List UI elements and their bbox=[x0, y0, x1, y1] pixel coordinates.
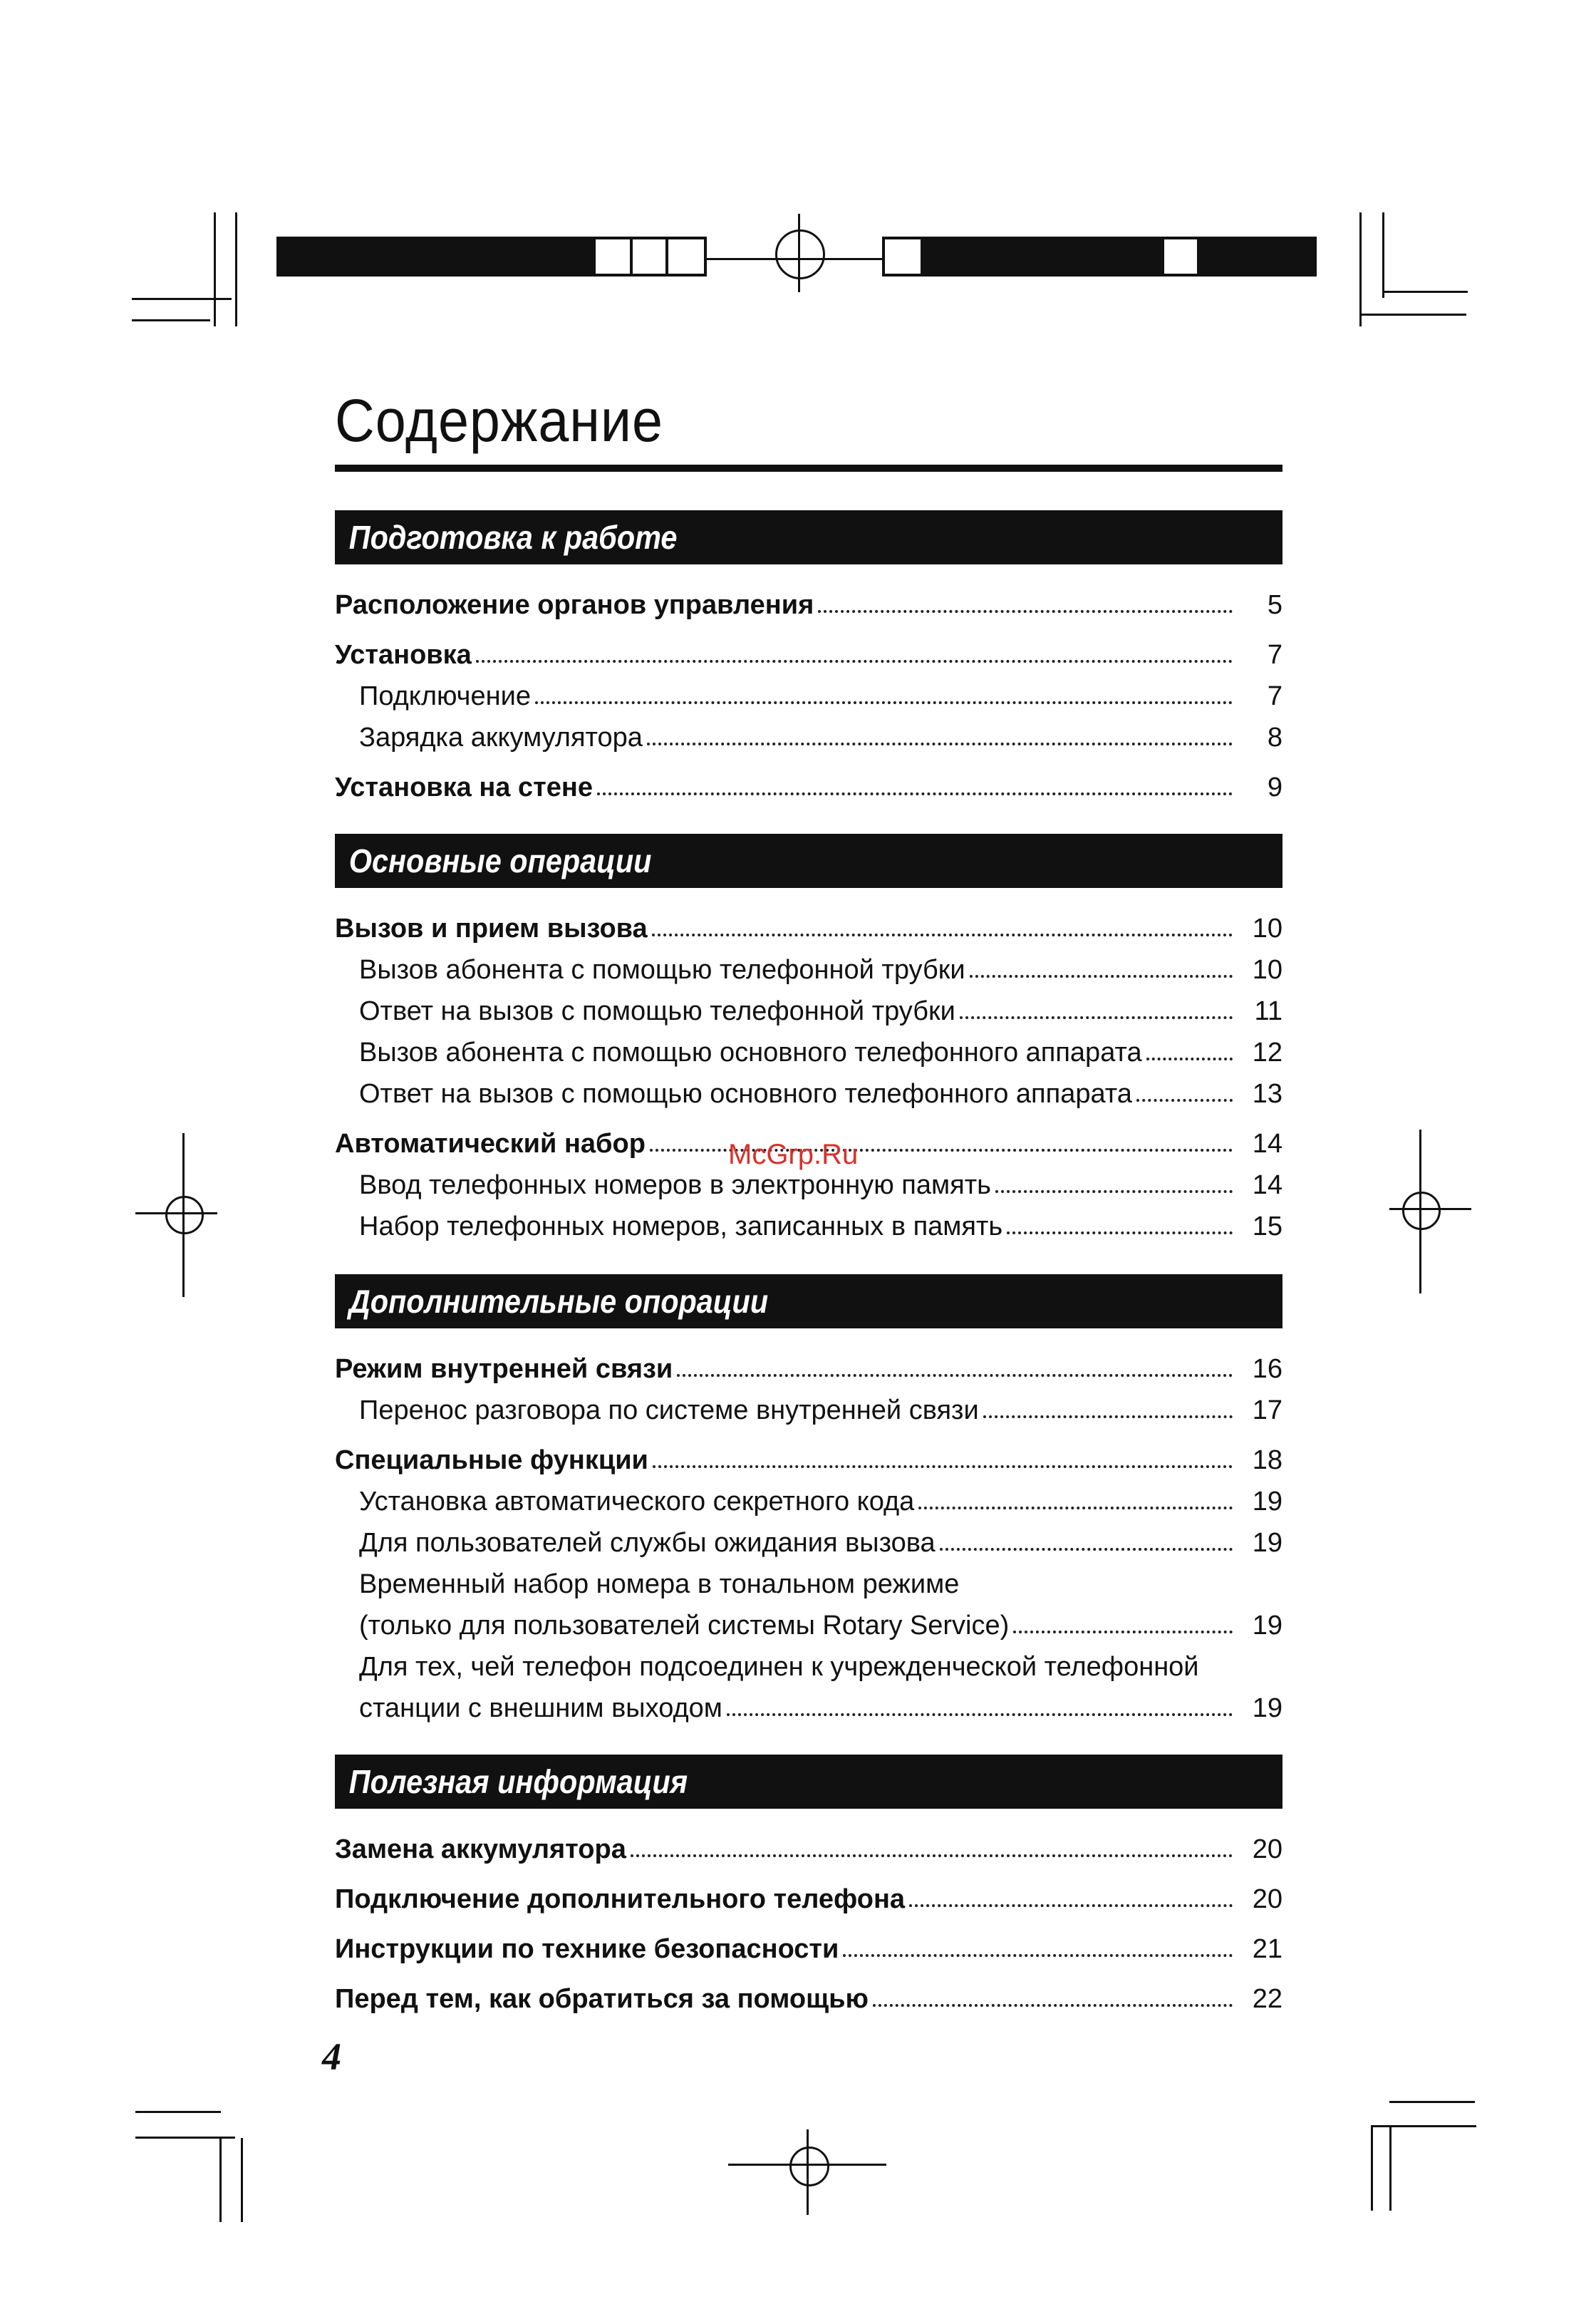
dot-leader bbox=[647, 743, 1233, 745]
dot-leader bbox=[1013, 1631, 1233, 1633]
toc-entry-page: 14 bbox=[1252, 1170, 1282, 1200]
toc-entry-page: 19 bbox=[1252, 1611, 1282, 1641]
toc-entry-text: Режим внутренней связи bbox=[335, 1354, 673, 1384]
toc-entry-page: 22 bbox=[1252, 1984, 1282, 2014]
toc-entry-text: Установка bbox=[335, 640, 472, 670]
toc-entry-text: Установка на стене bbox=[335, 773, 593, 802]
dot-leader bbox=[476, 660, 1233, 663]
toc-entry-page: 16 bbox=[1252, 1354, 1282, 1384]
toc-entry-page: 19 bbox=[1252, 1528, 1282, 1558]
section-heading-bar bbox=[335, 1755, 1282, 1809]
dot-leader bbox=[960, 1016, 1233, 1019]
toc-entry-text: Временный набор номера в тональном режиме bbox=[359, 1569, 960, 1599]
toc-entry-text: Ответ на вызов с помощью телефонной трубки bbox=[359, 996, 955, 1026]
dot-leader bbox=[918, 1507, 1233, 1509]
toc-entry-text: Расположение органов управления bbox=[335, 590, 814, 620]
color-bar-right bbox=[882, 237, 1317, 277]
crosshair-icon bbox=[1402, 1192, 1441, 1230]
dot-leader bbox=[909, 1904, 1233, 1907]
dot-leader bbox=[995, 1190, 1233, 1193]
toc-entry[interactable] bbox=[335, 1515, 1282, 1556]
toc-section-useful-information bbox=[335, 1755, 1282, 2013]
toc-entry-text: Подключение bbox=[359, 681, 531, 711]
toc-entry-page: 7 bbox=[1267, 640, 1282, 670]
toc-entry[interactable] bbox=[335, 760, 1282, 801]
toc-entry[interactable] bbox=[335, 1639, 1282, 1680]
crosshair-icon bbox=[165, 1196, 204, 1234]
toc-entry-text: Ответ на вызов с помощью основного телефонного аппарата bbox=[359, 1079, 1132, 1109]
dot-leader bbox=[631, 1854, 1233, 1857]
dot-leader bbox=[818, 610, 1233, 613]
dot-leader bbox=[652, 934, 1233, 936]
toc-entry-page: 5 bbox=[1267, 590, 1282, 620]
dot-leader bbox=[727, 1713, 1233, 1716]
dot-leader bbox=[1136, 1099, 1233, 1102]
dot-leader bbox=[873, 2004, 1233, 2007]
toc-entry-page: 19 bbox=[1252, 1487, 1282, 1517]
toc-entry[interactable] bbox=[335, 1432, 1282, 1474]
dot-leader bbox=[677, 1374, 1233, 1377]
dot-leader bbox=[940, 1548, 1233, 1551]
title-divider bbox=[335, 465, 1282, 472]
color-bar-cell bbox=[1161, 237, 1200, 277]
toc-entry-page: 20 bbox=[1252, 1834, 1282, 1864]
toc-entry-page: 14 bbox=[1252, 1129, 1282, 1159]
toc-entry-text: станции с внешним выходом bbox=[359, 1693, 722, 1723]
toc-entry-text: Замена аккумулятора bbox=[335, 1834, 626, 1864]
dot-leader bbox=[597, 792, 1233, 795]
toc-entry[interactable] bbox=[335, 710, 1282, 751]
page-title: Содержание bbox=[335, 387, 663, 454]
toc-section-preparation bbox=[335, 510, 1282, 801]
section-heading: Полезная информация bbox=[348, 1763, 688, 1800]
toc-entry[interactable] bbox=[335, 1822, 1282, 1863]
toc-entry[interactable] bbox=[335, 1680, 1282, 1722]
color-bar-cell bbox=[882, 237, 923, 277]
color-bar-cell bbox=[630, 237, 668, 277]
toc-entry-page: 7 bbox=[1267, 681, 1282, 711]
toc-entry-text: Ввод телефонных номеров в электронную память bbox=[359, 1170, 991, 1200]
toc-entry-text: Набор телефонных номеров, записанных в память bbox=[359, 1212, 1003, 1241]
toc-entry-text: Автоматический набор bbox=[335, 1129, 646, 1159]
toc-entry-text: Перенос разговора по системе внутренней связи bbox=[359, 1395, 979, 1425]
section-heading-bar bbox=[335, 510, 1282, 564]
toc-entry[interactable] bbox=[335, 1556, 1282, 1598]
toc-entry-page: 10 bbox=[1252, 914, 1282, 944]
toc-entry-page: 19 bbox=[1252, 1693, 1282, 1723]
toc-entry[interactable] bbox=[335, 901, 1282, 942]
dot-leader bbox=[843, 1954, 1233, 1957]
toc-section-basic-operations bbox=[335, 834, 1282, 1240]
toc-entry[interactable] bbox=[335, 942, 1282, 983]
dot-leader bbox=[535, 701, 1233, 704]
section-heading: Основные операции bbox=[348, 842, 652, 879]
toc-entry-text: (только для пользователей системы Rotary Service) bbox=[359, 1611, 1010, 1641]
toc-entry-page: 20 bbox=[1252, 1884, 1282, 1914]
toc-entry-page: 11 bbox=[1254, 996, 1282, 1026]
page-number: 4 bbox=[322, 2035, 341, 2078]
toc-entry-text: Вызов и прием вызова bbox=[335, 914, 648, 944]
toc-entry-page: 15 bbox=[1252, 1212, 1282, 1241]
toc-entry[interactable] bbox=[335, 1383, 1282, 1424]
section-heading-bar bbox=[335, 834, 1282, 888]
toc-entry[interactable] bbox=[335, 1971, 1282, 2013]
toc-entry[interactable] bbox=[335, 1921, 1282, 1963]
toc-entry[interactable] bbox=[335, 1598, 1282, 1639]
toc-entry-text: Специальные функции bbox=[335, 1445, 648, 1475]
toc-entry-text: Вызов абонента с помощью основного телефонного аппарата bbox=[359, 1038, 1142, 1068]
section-heading: Подготовка к работе bbox=[348, 519, 678, 556]
crosshair-icon bbox=[775, 229, 825, 279]
dot-leader bbox=[970, 975, 1233, 978]
toc-section-additional-operations bbox=[335, 1274, 1282, 1722]
toc-entry[interactable] bbox=[335, 1341, 1282, 1383]
toc-entry-text: Для тех, чей телефон подсоединен к учрежденческой телефонной bbox=[359, 1652, 1199, 1682]
toc-entry-page: 13 bbox=[1252, 1079, 1282, 1109]
toc-entry[interactable] bbox=[335, 627, 1282, 668]
toc-entry[interactable] bbox=[335, 577, 1282, 619]
color-bar-cell bbox=[593, 237, 633, 277]
toc-entry-text: Перед тем, как обратиться за помощью bbox=[335, 1984, 869, 2014]
toc-entry-text: Установка автоматического секретного кода bbox=[359, 1487, 915, 1517]
toc-entry[interactable] bbox=[335, 1025, 1282, 1066]
dot-leader bbox=[983, 1415, 1233, 1418]
toc-entry-page: 10 bbox=[1252, 955, 1282, 985]
toc-entry[interactable] bbox=[335, 1474, 1282, 1515]
section-heading-bar bbox=[335, 1274, 1282, 1328]
dot-leader bbox=[1007, 1231, 1233, 1234]
toc-entry-page: 9 bbox=[1267, 773, 1282, 802]
toc-entry-page: 21 bbox=[1252, 1934, 1282, 1964]
toc-entry[interactable] bbox=[335, 668, 1282, 710]
toc-entry-text: Зарядка аккумулятора bbox=[359, 723, 643, 753]
dot-leader bbox=[653, 1465, 1233, 1468]
toc-entry[interactable] bbox=[335, 1871, 1282, 1913]
section-heading: Дополнительные опорации bbox=[348, 1283, 769, 1320]
toc-entry[interactable] bbox=[335, 1199, 1282, 1240]
toc-entry-text: Вызов абонента с помощью телефонной трубки bbox=[359, 955, 965, 985]
toc-entry-text: Инструкции по технике безопасности bbox=[335, 1934, 839, 1964]
toc-entry-page: 8 bbox=[1267, 723, 1282, 753]
toc-entry-text: Подключение дополнительного телефона bbox=[335, 1884, 906, 1914]
toc-entry-page: 18 bbox=[1252, 1445, 1282, 1475]
color-bar-cell bbox=[665, 237, 707, 277]
toc-entry[interactable] bbox=[335, 983, 1282, 1025]
crosshair-icon bbox=[789, 2147, 829, 2186]
toc-entry-page: 12 bbox=[1252, 1038, 1282, 1068]
watermark: McGrp.Ru bbox=[728, 1139, 859, 1170]
dot-leader bbox=[1146, 1058, 1233, 1060]
toc-entry-page: 17 bbox=[1252, 1395, 1282, 1425]
toc-entry-text: Для пользователей службы ожидания вызова bbox=[359, 1528, 936, 1558]
toc-entry[interactable] bbox=[335, 1066, 1282, 1107]
